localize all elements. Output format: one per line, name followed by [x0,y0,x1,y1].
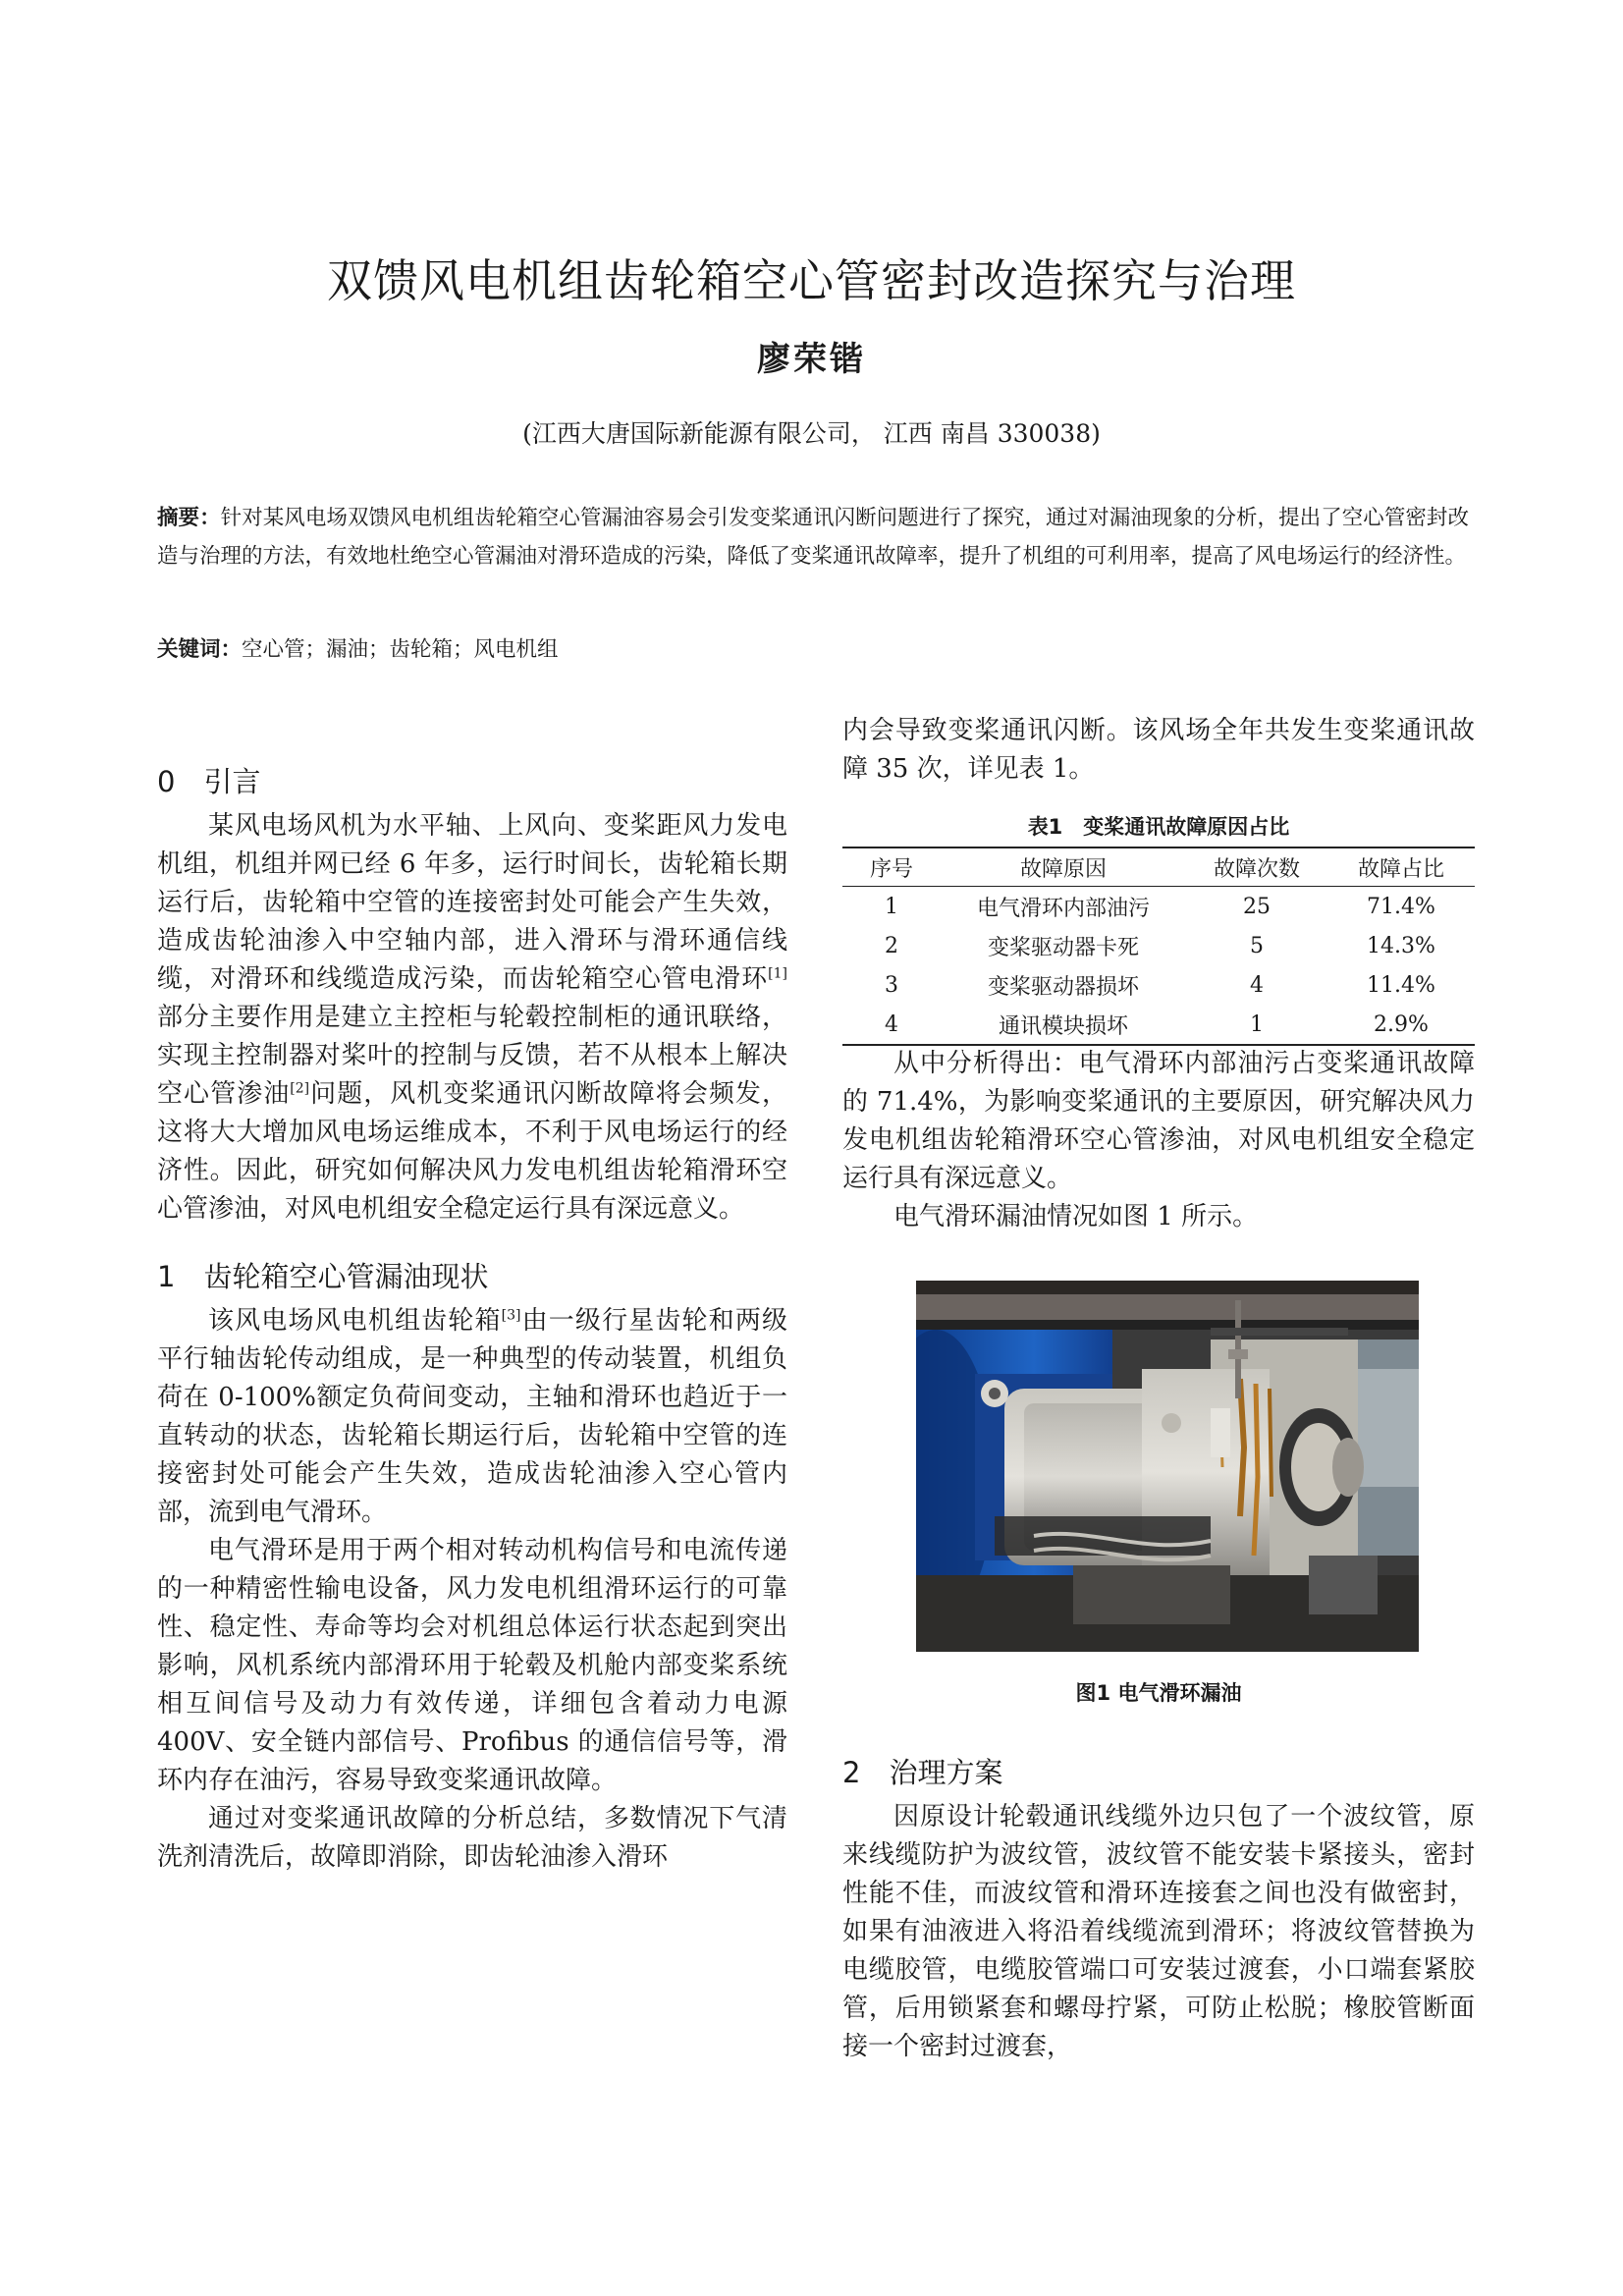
table-cell: 通讯模块损坏 [941,1005,1186,1045]
citation-3: [3] [501,1307,521,1324]
paragraph-analysis: 通过对变桨通讯故障的分析总结，多数情况下气清洗剂清洗后，故障即消除，即齿轮油渗入滑环 [157,1804,787,1872]
section-1-heading: 1 齿轮箱空心管漏油现状 [157,1260,489,1293]
paragraph-gearbox-a: 该风电场风电机组齿轮箱 [208,1306,502,1336]
slipring-oil-leak-photo [916,1281,1419,1652]
table-cell: 电气滑环内部油污 [976,896,1150,921]
paragraph-gearbox-b: 由一级行星齿轮和两级平行轴齿轮传动组成，是一种典型的传动装置，机组负荷在 0-100%额定负荷间变动，主轴和滑环也趋近于一直转动的状态，齿轮箱长期运行后，齿轮箱中空管的连接密封处可能会产生失效，造成齿轮油渗入空心管内部，流到电气滑环。 [157,1306,787,1527]
table-row [842,887,1475,927]
paragraph-faults: 内会导致变桨通讯闪断。该风场全年共发生变桨通讯故障 35 次，详见表 1。 [842,716,1475,784]
table-header: 故障次数 [1186,847,1327,887]
affiliation: (江西大唐国际新能源有限公司， 江西 南昌 330038) [522,419,1101,448]
paragraph-gearbox [157,1302,787,1532]
table-header-row [842,847,1475,887]
author-name: 廖荣锴 [757,340,866,379]
table-cell: 71.4% [1367,894,1435,919]
paragraph-solution: 因原设计轮毂通讯线缆外边只包了一个波纹管，原来线缆防护为波纹管，波纹管不能安装卡紧接头，密封性能不佳，而波纹管和滑环连接套之间也没有做密封，如果有油液进入将沿着线缆流到滑环；将波纹管替换为电缆胶管，电缆胶管端口可安装过渡套，小口端套紧胶管，后用锁紧套和螺母拧紧，可防止松脱；橡胶管断面接一个密封过渡套， [842,1802,1475,2061]
paragraph-figure-ref: 电气滑环漏油情况如图 1 所示。 [893,1202,1259,1231]
table-cell: 变桨驱动器损坏 [987,974,1139,1000]
table-cell: 3 [885,972,898,998]
section-0-heading: 0 引言 [157,765,261,798]
fault-table [842,847,1475,1046]
section-2-heading: 2 治理方案 [842,1756,1003,1789]
keywords-label: 关键词： [157,637,243,662]
paragraph-intro [157,807,787,1229]
table-cell: 4 [842,1005,941,1045]
paragraph-intro-b: 部分主要作用是建立主控柜与轮毂控制柜的通讯联络，实现主控制器对桨叶的控制与反馈，若不从根本上解决空心管渗油 [157,1003,787,1109]
right-column-bottom [842,1754,1475,2066]
table-cell: 1 [1186,1005,1327,1045]
table-row [842,965,1475,1005]
right-column-text [842,1045,1475,1236]
keywords-text: 空心管；漏油；齿轮箱；风电机组 [242,637,559,662]
table-row [842,1005,1475,1045]
table-header: 故障原因 [941,847,1186,887]
table-cell: 25 [1243,894,1271,919]
figure-caption: 图1 电气滑环漏油 [1075,1681,1242,1705]
keywords [157,630,1469,669]
table-cell: 1 [885,894,898,919]
left-column [157,763,787,1877]
paragraph-intro-a: 某风电场风机为水平轴、上风向、变桨距风力发电机组，机组并网已经 6 年多，运行时间长，齿轮箱长期运行后，齿轮箱中空管的连接密封处可能会产生失效，造成齿轮油渗入中空轴内部，进入滑环与滑环通信线缆，对滑环和线缆造成污染，而齿轮箱空心管电滑环 [157,811,787,994]
table-cell: 5 [1250,933,1264,958]
abstract [157,499,1469,575]
table-cell: 11.4% [1367,972,1435,998]
table-header: 故障占比 [1327,847,1475,887]
table-cell: 14.3% [1367,933,1435,958]
paragraph-slipring: 电气滑环是用于两个相对转动机构信号和电流传递的一种精密性输电设备，风力发电机组滑环运行的可靠性、稳定性、寿命等均会对机组总体运行状态起到突出影响，风机系统内部滑环用于轮毂及机舱内部变桨系统相互间信号及动力有效传递，详细包含着动力电源 400V、安全链内部信号、Profibus 的通信信号等，滑环内存在油污，容易导致变桨通讯故障。 [157,1536,787,1795]
table-cell: 变桨驱动器卡死 [987,935,1139,960]
table-cell: 2.9% [1327,1005,1475,1045]
abstract-text: 针对某风电场双馈风电机组齿轮箱空心管漏油容易会引发变桨通讯闪断问题进行了探究，通过对漏油现象的分析，提出了空心管密封改造与治理的方法，有效地杜绝空心管漏油对滑环造成的污染，降低了变桨通讯故障率，提升了机组的可利用率，提高了风电场运行的经济性。 [157,506,1469,569]
paper-title: 双馈风电机组齿轮箱空心管密封改造探究与治理 [327,254,1296,307]
abstract-label: 摘要： [157,506,221,530]
table-caption: 表1 变桨通讯故障原因占比 [1027,815,1290,839]
table-cell: 2 [885,933,898,958]
paragraph-intro-c: 问题，风机变桨通讯闪断故障将会频发，这将大大增加风电场运维成本，不利于风电场运行的经济性。因此，研究如何解决风力发电机组齿轮箱滑环空心管渗油，对风电机组安全稳定运行具有深远意义。 [157,1079,787,1224]
paragraph-conclusion: 从中分析得出：电气滑环内部油污占变桨通讯故障的 71.4%，为影响变桨通讯的主要原因，研究解决风力发电机组齿轮箱滑环空心管渗油，对风电机组安全稳定运行具有深远意义。 [842,1049,1475,1193]
citation-2: [2] [290,1080,310,1097]
table-row [842,926,1475,965]
table-header: 序号 [842,847,941,887]
citation-1: [1] [768,965,787,982]
table-cell: 4 [1250,972,1264,998]
right-column [842,712,1475,789]
